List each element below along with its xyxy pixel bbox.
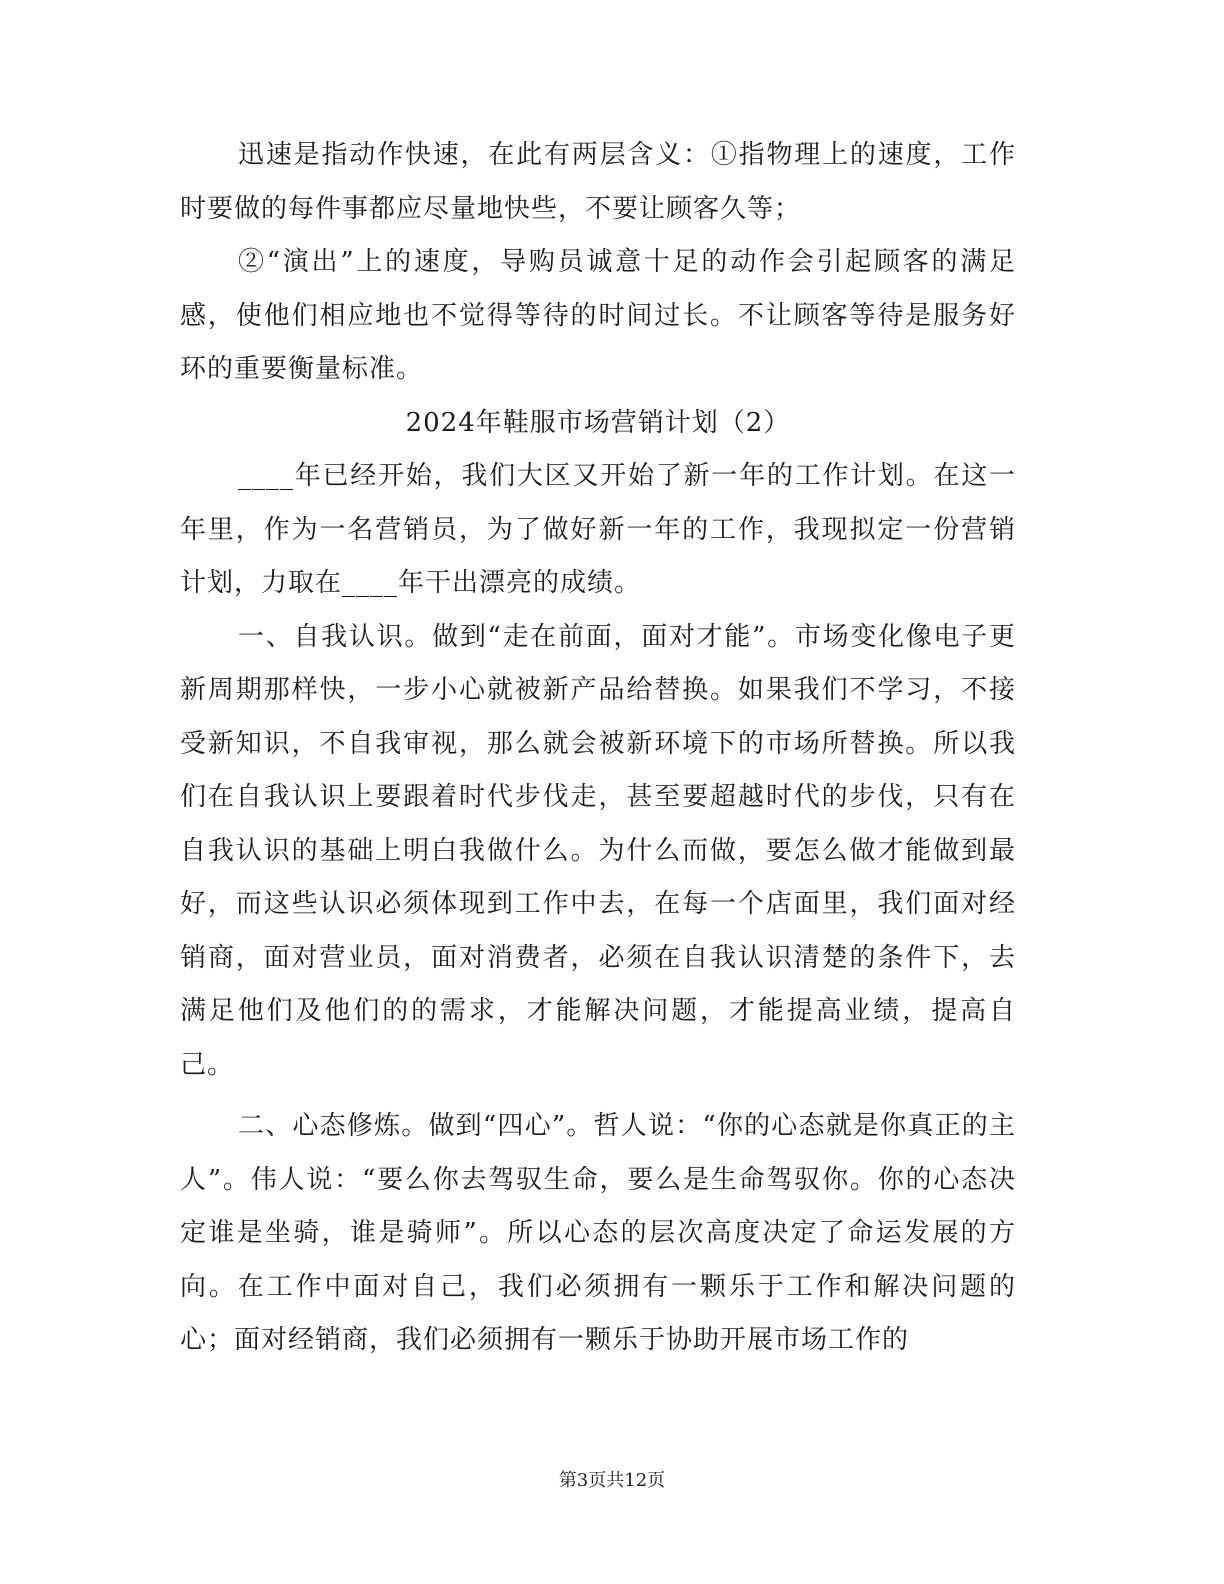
paragraph: 一、自我认识。做到“走在前面，面对才能”。市场变化像电子更新周期那样快，一步小心就被新产品给替换。如果我们不学习，不接受新知识，不自我审视，那么就会被新环境下的市场所替换。所以我们在自我认识上要跟着时代步伐走，甚至要超越时代的步伐，只有在自我认识的基础上明白我做什么。为什么而做，要怎么做才能做到最好，而这些认识必须体现到工作中去，在每一个店面里，我们面对经销商，面对营业员，面对消费者，必须在自我认识清楚的条件下，去满足他们及他们的的需求，才能解决问题，才能提高业绩，提高自己。 (180, 621, 1016, 1080)
paragraph: ____年已经开始，我们大区又开始了新一年的工作计划。在这一年里，作为一名营销员，为了做好新一年的工作，我现拟定一份营销计划，力取在____年干出漂亮的成绩。 (180, 461, 1016, 598)
paragraph: 迅速是指动作快速，在此有两层含义：①指物理上的速度，工作时要做的每件事都应尽量地快些，不要让顾客久等； (180, 140, 1016, 224)
page-number: 第3页共12页 (558, 1470, 666, 1491)
document-body (180, 129, 1016, 1368)
paragraph: ②“演出”上的速度，导购员诚意十足的动作会引起顾客的满足感，使他们相应地也不觉得等待的时间过长。不让顾客等待是服务好环的重要衡量标准。 (180, 247, 1016, 384)
paragraph: 二、心态修炼。做到“四心”。哲人说：“你的心态就是你真正的主人”。伟人说：“要么你去驾驭生命，要么是生命驾驭你。你的心态决定谁是坐骑，谁是骑师”。所以心态的层次高度决定了命运发展的方向。在工作中面对自己，我们必须拥有一颗乐于工作和解决问题的心；面对经销商，我们必须拥有一颗乐于协助开展市场工作的 (180, 1111, 1016, 1355)
section-title: 2024年鞋服市场营销计划（2） (405, 407, 791, 438)
